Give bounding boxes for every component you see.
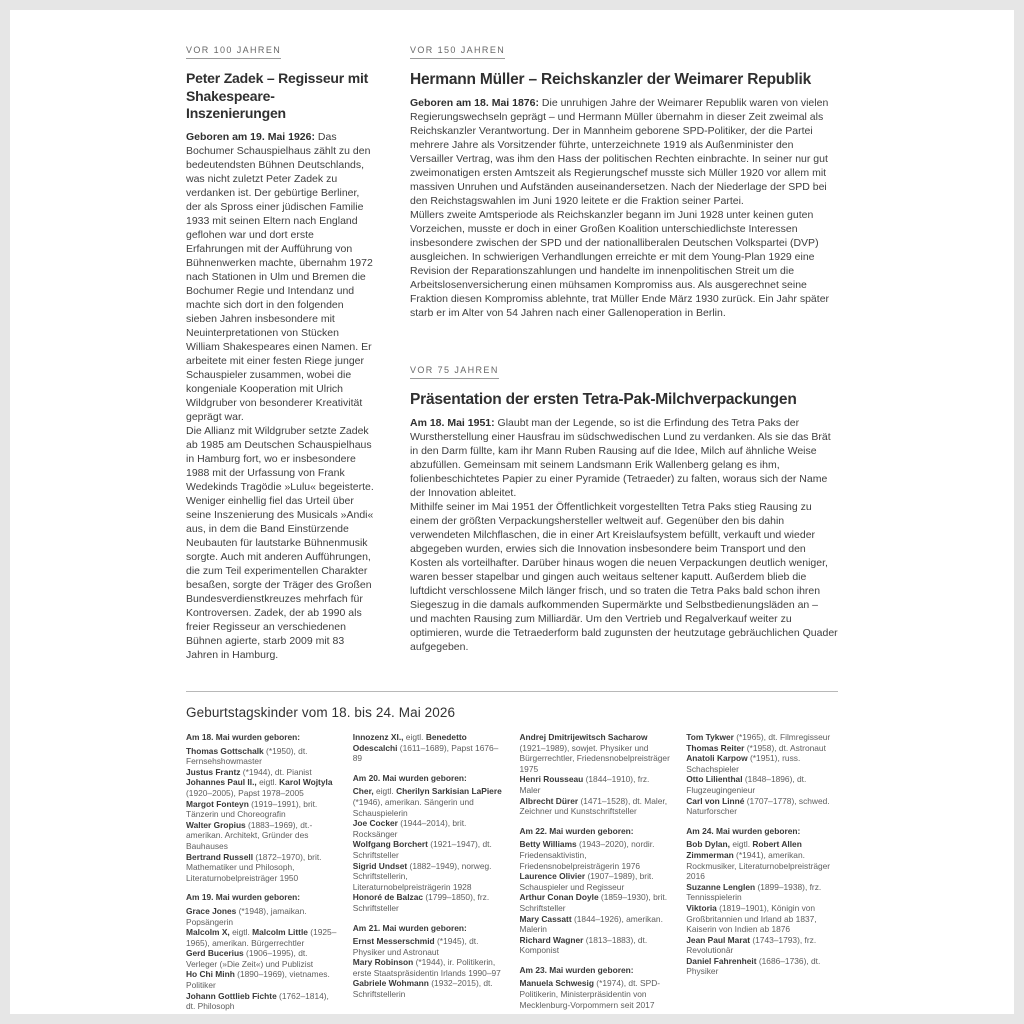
person-details: (1611–1689), Papst 1676–89 — [352, 742, 499, 764]
person-name: Tom Tykwer — [686, 732, 734, 742]
birthdays-title: Geburtstagskinder vom 18. bis 24. Mai 2026 — [186, 705, 456, 720]
birthday-entry — [353, 936, 505, 957]
birthday-entry — [186, 948, 338, 969]
article-mueller — [410, 40, 838, 320]
person-name: Bob Dylan, — [686, 839, 730, 850]
person-name: Margot Fonteyn — [186, 798, 249, 809]
birthday-entry — [186, 746, 338, 767]
person-details: (*1945), dt. Physiker und Astronaut — [352, 936, 479, 957]
person-name: Daniel Fahrenheit — [686, 955, 757, 966]
article-paragraph: Mithilfe seiner im Mai 1951 der Öffentlichkeit vorgestellten Tetra Paks stieg Rausing zu einem der größten Verpackungshersteller weltweit auf. Gegenüber den bis dahin verwendeten Milchflaschen, die in einer Art Kreislaufsystem befüllt, verkauft und wieder abgegeben wurden, erwies sich die Innovation insbesondere beim Transport und den Kosten als vorteilhafter. Darüber hinaus wogen die neuen Verpackungen deutlich weniger, waren besser stapelbar und gingen auch weitaus seltener kaputt. Außerdem blieb die luftdicht verschlossene Milch länger frisch, und so traten die Tetra Paks bald schon ihren Siegeszug in die damals aufkommenden Supermärkte und Selbstbedienungsläden an – und machten Rausing zum Milliardär. Um den Vertrieb und Regalverkauf weiter zu optimieren, wurde die Tetraederform bald zugunsten der heutzutage gebräuchlichen Quader aufgegeben. — [410, 501, 838, 653]
article-zadek-title: Peter Zadek – Regisseur mit Shakespeare-Inszenierungen — [186, 70, 369, 121]
article-paragraph: Die Allianz mit Wildgruber setzte Zadek ab 1985 am Deutschen Schauspielhaus in Hamburg fort, wo er insbesondere 1988 mit der Urfassung von Frank Wedekinds Tragödie »Lulu« begeisterte. Weniger einhellig fiel das Urteil über seine Inszenierung des Musicals »Andi« aus, in dem die Band Einstürzende Neubauten für lautstarke Bühnenmusik sorgte. Auch mit anderen Aufführungen, die zum Teil experimentellen Charakter besaßen, sorgte der Träger des Großen Bundesverdienstkreuzes mehrfach für Kontroversen. Zadek, der ab 1990 als freier Regisseur an verschiedenen Bühnen agierte, starb 2009 mit 83 Jahren in Hamburg. — [186, 424, 374, 661]
article-tetrapak-body — [410, 416, 838, 654]
person-details: (*1944), ir. Politikerin, erste Staatspräsidentin Irlands 1990–97 — [352, 957, 501, 978]
person-name: Mary Cassatt — [519, 913, 572, 924]
person-name: Ernst Messerschmid — [352, 936, 435, 947]
birthday-column — [686, 732, 838, 1012]
person-details: (1882–1949), norweg. Schriftstellerin, Literaturnobelpreisträgerin 1928 — [352, 860, 492, 892]
birthday-entry — [186, 969, 338, 990]
birthday-entry — [520, 732, 672, 774]
person-details: (*1944), dt. Pianist — [240, 766, 312, 777]
right-column — [410, 40, 838, 654]
birthday-entry — [686, 903, 838, 935]
birthday-entry — [353, 861, 505, 893]
person-details: (1819–1901), Königin von Großbritannien und Irland ab 1837, Kaiserin von Indien ab 1876 — [686, 902, 817, 935]
person-details: (1890–1969), vietnames. Politiker — [186, 969, 330, 991]
birthdays-section — [186, 705, 838, 1012]
person-details: (1471–1528), dt. Maler, Zeichner und Kunstschriftsteller — [519, 795, 668, 817]
birthday-day-header: Am 24. Mai wurden geboren: — [686, 825, 801, 836]
person-details: eigtl. — [730, 839, 753, 850]
birthday-entry — [353, 957, 505, 978]
person-details: eigtl. — [256, 777, 280, 788]
person-details: (1844–1926), amerikan. Malerin — [519, 913, 663, 935]
person-name: Johann Gottlieb Fichte — [186, 990, 277, 1001]
person-details: (1883–1969), dt.-amerikan. Architekt, Gründer des Bauhauses — [186, 819, 313, 851]
person-name: Manuela Schwesig — [519, 978, 594, 989]
person-name: Richard Wagner — [519, 934, 584, 945]
person-name: Thomas Gottschalk — [186, 745, 264, 756]
person-details: (1919–1991), brit. Tänzerin und Choreografin — [186, 798, 318, 820]
person-details: (1872–1970), brit. Mathematiker und Philosoph, Literaturnobelpreisträger 1950 — [186, 851, 322, 883]
paragraph-lead-date: Am 18. Mai 1951: — [410, 417, 498, 429]
person-details: (1813–1883), dt. Komponist — [519, 934, 648, 956]
birthday-day-header: Am 19. Mai wurden geboren: — [186, 892, 301, 903]
person-details: (1859–1930), brit. Schriftsteller — [519, 892, 668, 913]
person-name: Suzanne Lenglen — [686, 881, 756, 892]
person-details: (1799–1850), frz. Schriftsteller — [352, 892, 490, 913]
birthday-entry — [520, 914, 672, 935]
person-name: Albrecht Dürer — [519, 795, 579, 806]
person-name: Malcolm X, — [186, 927, 230, 938]
birthday-entry — [353, 978, 505, 999]
article-mueller-body — [410, 96, 838, 320]
person-name: Benedetto Odescalchi — [352, 732, 467, 753]
birthday-entry — [520, 935, 672, 956]
person-details: (*1951), russ. Schachspieler — [686, 753, 801, 774]
birthday-entry — [186, 852, 338, 884]
article-tetrapak — [410, 360, 838, 654]
birthday-entry — [186, 767, 338, 778]
person-details: (*1941), amerikan. Rockmusiker, Literaturnobelpreisträger 2016 — [686, 849, 831, 882]
person-details: (1944–2014), brit. Rocksänger — [352, 818, 467, 839]
person-details: (1686–1736), dt. Physiker — [686, 955, 821, 977]
person-name: Joe Cocker — [352, 818, 398, 829]
article-paragraph: Geboren am 18. Mai 1876: Die unruhigen Jahre der Weimarer Republik waren von vielen Regierungswechseln geprägt – und Hermann Müller übernahm in dieser Zeit zweimal als Reichskanzler Verantwortung. Der in Mannheim geborene SPD-Politiker, der die Partei mehrere Jahre als Vorsitzender führte, unterzeichnete 1919 als Außenminister den Versailler Vertrag, was ihm den Hass der politischen Rechten einbrachte. In seiner nur gut zweimonatigen ersten Amtszeit als Regierungschef musste sich Müller 1920 vor allem mit massiven Unruhen und Aufständen auseinandersetzen. Nach der Niederlage der SPD bei den Reichstagswahlen im Juni 1920 leitete er die Fraktion seiner Partei. — [410, 97, 829, 207]
article-paragraph: Geboren am 19. Mai 1926: Das Bochumer Schauspielhaus zählt zu den bedeutendsten Bühnen Deutschlands, was nicht zuletzt Peter Zadek zu verdanken ist. Der gebürtige Berliner, der als Spross einer jüdischen Familie 1933 mit seinen Eltern nach England geflohen war und dort erste Erfahrungen mit der Aufführung von Bühnenwerken machte, übernahm 1972 nach Stationen in Ulm und Bremen die Bochumer Regie und Intendanz und machte sich dort in den folgenden sieben Jahren insbesondere mit Neuinterpretationen von Stücken William Shakespeares einen Namen. Er arbeitete mit einer festen Riege junger Schauspieler zusammen, wobei die kongeniale Kooperation mit Ulrich Wildgruber von besonderer Kreativität geprägt war. — [186, 130, 373, 423]
person-details: (1921–1989), sowjet. Physiker und Bürgerrechtler, Friedensnobelpreisträger 1975 — [519, 742, 670, 774]
person-details: eigtl. — [229, 927, 253, 938]
person-name: Laurence Olivier — [519, 871, 586, 882]
person-name: Betty Williams — [519, 839, 577, 850]
birthday-entry — [186, 820, 338, 852]
article-zadek-body — [186, 130, 374, 662]
birthday-entry — [686, 796, 838, 817]
birthday-entry — [186, 799, 338, 820]
person-name: Thomas Reiter — [686, 742, 745, 753]
person-name: Otto Lilienthal — [686, 774, 743, 785]
birthday-day-header: Am 18. Mai wurden geboren: — [186, 732, 301, 742]
person-name: Innozenz XI., — [352, 732, 404, 742]
birthday-entry — [686, 774, 838, 795]
person-name: Grace Jones — [186, 905, 237, 916]
person-details: (*1974), dt. SPD-Politikerin, Ministerpräsidentin von Mecklenburg-Vorpommern seit 2017 — [519, 978, 661, 1010]
paragraph-lead-date: Geboren am 19. Mai 1926: — [186, 130, 318, 143]
birthday-entry — [686, 882, 838, 903]
person-name: Honoré de Balzac — [352, 892, 424, 903]
person-name: Gabriele Wohmann — [352, 978, 429, 989]
article-mueller-title: Hermann Müller – Reichskanzler der Weimarer Republik — [410, 71, 812, 88]
section-divider — [186, 691, 838, 692]
person-details: (*1948), jamaikan. Popsängerin — [186, 905, 307, 927]
birthday-column — [186, 732, 338, 1012]
person-details: (1925–1965), amerikan. Bürgerrechtler — [186, 927, 337, 948]
person-name: Gerd Bucerius — [186, 948, 244, 959]
person-name: Arthur Conan Doyle — [519, 892, 599, 903]
person-details: eigtl. — [373, 786, 397, 797]
person-name: Sigrid Undset — [352, 860, 408, 871]
person-name: Johannes Paul II., — [186, 777, 257, 788]
birthday-column — [520, 732, 672, 1012]
person-details: (1943–2020), nordir. Friedensaktivistin, Friedensnobelpreisträgerin 1976 — [519, 839, 655, 871]
person-details: eigtl. — [403, 732, 426, 742]
birthday-entry — [686, 839, 838, 881]
birthday-day-header: Am 23. Mai wurden geboren: — [519, 964, 634, 975]
section-gap — [410, 320, 838, 360]
article-tetrapak-title: Präsentation der ersten Tetra-Pak-Milchverpackungen — [410, 391, 797, 408]
kicker-100-years: VOR 100 JAHREN — [186, 45, 281, 59]
birthday-entry — [686, 956, 838, 977]
person-name: Cherilyn Sarkisian LaPiere — [396, 786, 502, 797]
article-paragraph: Am 18. Mai 1951: Glaubt man der Legende, so ist die Erfindung des Tetra Paks der Wurstherstellung einer Hausfrau im südschwedischen Lund zu verdanken. Als sie das Brät in den Darm füllte, kam ihr Mann Ruben Rausing auf die Idee, Milch auf ähnliche Weise abzufüllen. Gemeinsam mit seinem Landsmann Erik Wallenberg gelang es ihm, folienbeschichtetes Papier zu einer Pyramide (Tetraeder) zu falten, woraus sich der Name der Innovation ableitet. — [410, 417, 831, 499]
birthday-entry — [186, 777, 338, 798]
birthday-entry — [186, 906, 338, 927]
person-details: (1743–1793), frz. Revolutionär — [686, 934, 817, 956]
person-name: Robert Allen Zimmerman — [686, 839, 802, 860]
birthday-column — [353, 732, 505, 1012]
person-name: Andrej Dmitrijewitsch Sacharow — [519, 732, 648, 742]
birthday-entry — [686, 753, 838, 774]
person-name: Carl von Linné — [686, 795, 745, 806]
birthday-entry — [686, 732, 838, 743]
birthday-entry — [353, 732, 505, 764]
person-details: (1844–1910), frz. Maler — [519, 774, 650, 795]
person-name: Anatoli Karpow — [686, 753, 748, 764]
birthday-entry — [520, 839, 672, 871]
kicker-75-years: VOR 75 JAHREN — [410, 365, 499, 379]
birthday-entry — [520, 978, 672, 1010]
article-paragraph: Müllers zweite Amtsperiode als Reichskanzler begann im Juni 1928 unter keinen guten Vorzeichen, musste er doch in einer Großen Koalition unterschiedlichste Interessen insbesondere zwischen der SPD und der nationalliberalen Deutschen Volkspartei (DVP) ausgleichen. In schwierigen Verhandlungen erreichte er mit dem Young-Plan 1929 eine Revision der Reparationszahlungen und handelte im innenpolitischen Streit um die Arbeitslosenversicherung einen mühsamen Kompromiss aus. Als ausgerechnet seine Fraktion diesen Kompromiss ablehnte, trat Müller Ende März 1930 zurück. Ein Jahr später starb er im Alter von 54 Jahren nach einer Gallenoperation in Berlin. — [410, 209, 830, 319]
person-name: Bertrand Russell — [186, 851, 254, 862]
person-name: Wolfgang Borchert — [352, 839, 428, 850]
person-details: (1932–2015), dt. Schriftstellerin — [352, 978, 493, 1000]
birthday-entry — [520, 892, 672, 913]
birthday-entry — [353, 892, 505, 913]
person-details: (1921–1947), dt. Schriftsteller — [352, 839, 492, 860]
birthday-entry — [520, 774, 672, 795]
page-content — [10, 10, 1014, 1012]
person-details: (1707–1778), schwed. Naturforscher — [686, 795, 830, 817]
person-name: Walter Gropius — [186, 819, 246, 830]
person-name: Karol Wojtyla — [279, 777, 333, 788]
person-name: Ho Chi Minh — [186, 969, 235, 980]
person-name: Jean Paul Marat — [686, 934, 751, 945]
birthday-entry — [353, 839, 505, 860]
articles-section — [186, 40, 838, 685]
person-details: (*1950), dt. Fernsehshowmaster — [186, 745, 308, 767]
birthday-columns — [186, 732, 838, 1012]
person-details: (*1965), dt. Filmregisseur — [733, 732, 831, 742]
person-details: (1907–1989), brit. Schauspieler und Regisseur — [519, 871, 654, 892]
birthday-entry — [186, 991, 338, 1012]
birthday-day-header: Am 22. Mai wurden geboren: — [519, 825, 634, 836]
person-details: (*1946), amerikan. Sängerin und Schauspielerin — [352, 796, 474, 818]
person-details: (1899–1938), frz. Tennisspielerin — [686, 881, 822, 903]
article-zadek — [186, 40, 374, 662]
person-name: Viktoria — [686, 902, 717, 913]
birthday-day-header: Am 21. Mai wurden geboren: — [352, 922, 467, 933]
person-details: (1762–1814), dt. Philosoph — [186, 990, 329, 1012]
person-details: (1906–1995), dt. Verleger (»Die Zeit«) und Publizist — [186, 948, 314, 969]
birthday-day-header: Am 20. Mai wurden geboren: — [352, 772, 467, 783]
person-details: (*1958), dt. Astronaut — [744, 742, 826, 753]
birthday-entry — [353, 818, 505, 839]
person-details: (1848–1896), dt. Flugzeugingenieur — [686, 774, 807, 795]
birthday-entry — [520, 871, 672, 892]
birthday-entry — [520, 796, 672, 817]
person-name: Malcolm Little — [252, 927, 308, 938]
person-name: Henri Rousseau — [519, 774, 584, 785]
person-name: Justus Frantz — [186, 766, 241, 777]
birthday-entry — [186, 927, 338, 948]
calendar-page — [10, 10, 1014, 1014]
kicker-150-years: VOR 150 JAHREN — [410, 45, 505, 59]
person-details: (1920–2005), Papst 1978–2005 — [186, 787, 304, 798]
birthday-entry — [686, 743, 838, 754]
paragraph-lead-date: Geboren am 18. Mai 1876: — [410, 97, 542, 109]
birthday-entry — [353, 786, 505, 818]
person-name: Mary Robinson — [352, 957, 414, 968]
birthday-entry — [686, 935, 838, 956]
person-name: Cher, — [352, 786, 374, 797]
